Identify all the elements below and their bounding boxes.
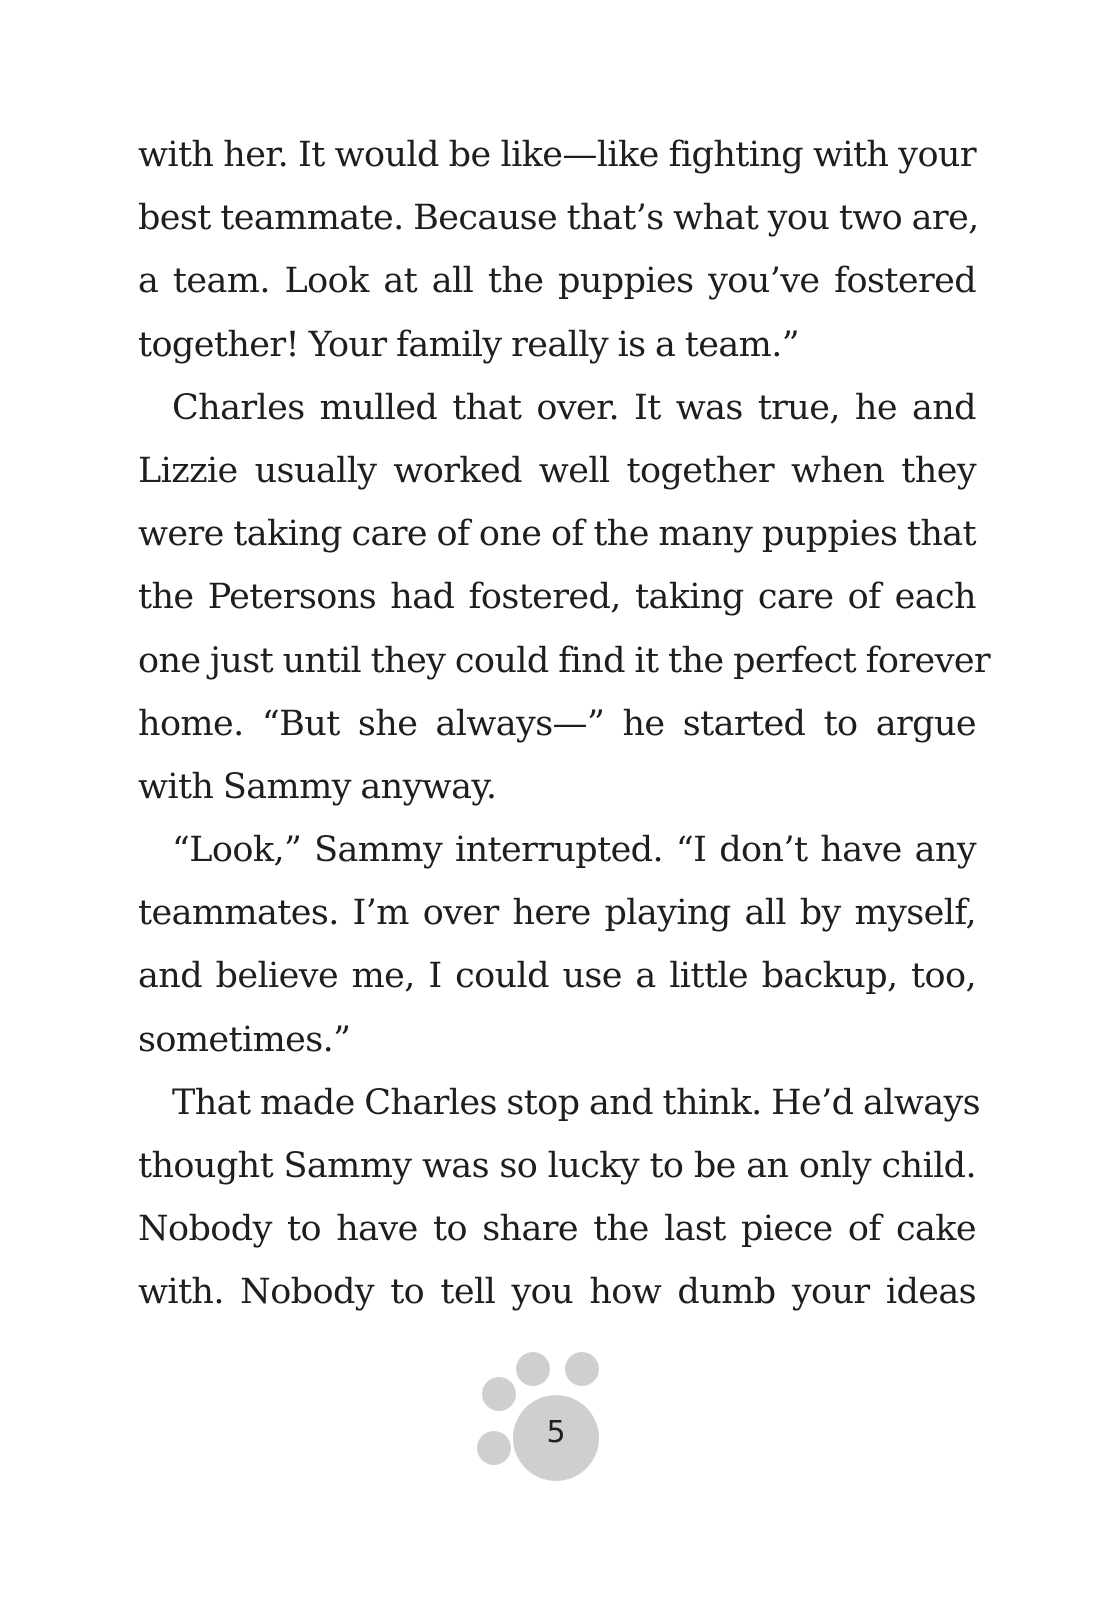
text-line: with. Nobody to tell you how dumb your ideas [138,1272,976,1313]
text-line: with her. It would be like—like fighting with your [138,135,976,175]
body-text [138,124,991,1325]
text-line: one just until they could find it the perfect forever [138,640,991,681]
text-line: Lizzie usually worked well together when they [138,450,976,491]
text-line: teammates. I’m over here playing all by myself, [138,893,976,934]
text-line: home. “But she always—” he started to argue [138,703,976,744]
text-line: together! Your family really is a team.” [138,324,800,365]
text-line: the Petersons had fostered, taking care of each [138,577,976,618]
text-line: sometimes.” [138,1019,351,1060]
text-line: Nobody to have to share the last piece of cake [138,1209,976,1250]
text-line: best teammate. Because that’s what you two are, [138,198,979,239]
text-line: Charles mulled that over. It was true, he and [172,387,976,428]
text-line: That made Charles stop and think. He’d always [172,1082,981,1123]
text-line: “Look,” Sammy interrupted. “I don’t have any [172,830,976,871]
page-number: 5 [546,1415,566,1450]
text-line: thought Sammy was so lucky to be an only child. [138,1146,976,1186]
text-line: with Sammy anyway. [138,766,497,807]
text-line: a team. Look at all the puppies you’ve fostered [138,261,976,302]
text-line: were taking care of one of the many puppies that [138,514,976,555]
text-line: and believe me, I could use a little backup, too, [138,956,976,997]
